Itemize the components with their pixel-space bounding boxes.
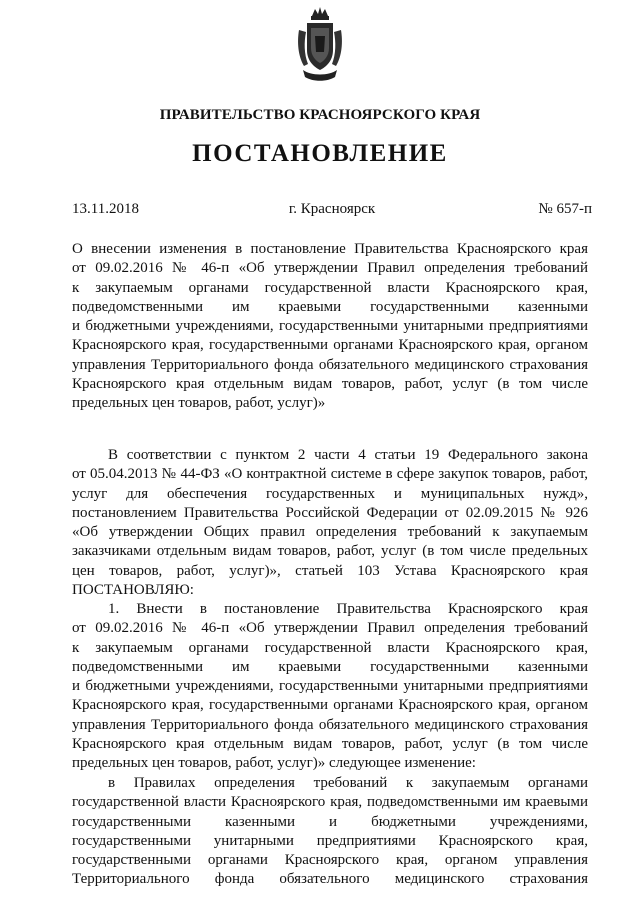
item-1-line: к закупаемым органами государственной власти Красноярского края, — [72, 639, 588, 656]
subject-line: Красноярского края, государственными органами Красноярского края, органом — [72, 337, 588, 354]
document-date: 13.11.2018 — [72, 201, 139, 217]
subject-line: управления Территориального фонда обязательного медицинского страхования — [72, 356, 588, 373]
subject-line: от 09.02.2016 № 46-п «Об утверждении Правил определения требований — [72, 260, 588, 277]
document-subject — [72, 240, 588, 414]
item-1-line: Красноярского края отдельным видам товаров, работ, услуг (в том числе — [72, 736, 588, 753]
preamble-line: цен товаров, работ, услуг)», статьей 103 Устава Красноярского края — [72, 562, 588, 579]
item-1-line: управления Территориального фонда обязательного медицинского страхования — [72, 716, 588, 733]
subject-line: к закупаемым органами государственной власти Красноярского края, — [72, 279, 588, 296]
item-1-line: 1. Внести в постановление Правительства Красноярского края — [108, 601, 588, 617]
item-1-line: и бюджетными учреждениями, государственными унитарными предприятиями — [72, 678, 588, 695]
item-1-line: Красноярского края, государственными органами Красноярского края, органом — [72, 697, 588, 714]
rules-line: Территориального фонда обязательного медицинского страхования — [72, 871, 588, 888]
preamble-line: услуг для обеспечения государственных и муниципальных нужд», — [72, 485, 588, 502]
preamble-line: В соответствии с пунктом 2 части 4 статьи 19 Федерального закона — [108, 447, 588, 463]
document-type-title: ПОСТАНОВЛЕНИЕ — [192, 140, 448, 167]
subject-line: О внесении изменения в постановление Правительства Красноярского края — [72, 241, 588, 257]
item-1-line: подведомственными им краевыми государственными казенными — [72, 658, 588, 675]
preamble-line: постановлением Правительства Российской Федерации от 02.09.2015 № 926 — [72, 504, 588, 521]
item-1-paragraph — [72, 600, 588, 774]
preamble-paragraph — [72, 446, 588, 600]
rules-line: государственными казенными и бюджетными учреждениями, — [72, 813, 588, 830]
document-meta-row — [72, 201, 592, 221]
subject-line: Красноярского края отдельным видам товаров, работ, услуг (в том числе — [72, 376, 588, 393]
document-city: г. Красноярск — [288, 201, 376, 217]
coat-of-arms-icon — [295, 6, 345, 84]
government-title: ПРАВИТЕЛЬСТВО КРАСНОЯРСКОГО КРАЯ — [159, 107, 481, 123]
subject-line: подведомственными им краевыми государственными казенными — [72, 298, 588, 315]
subject-line: и бюджетными учреждениями, государственными унитарными предприятиями — [72, 318, 588, 335]
preamble-line: заказчиками отдельным видам товаров, работ, услуг (в том числе предельных — [72, 543, 588, 560]
subject-line: предельных цен товаров, работ, услуг)» — [72, 395, 326, 412]
rules-line: государственными унитарными предприятиями Красноярского края, — [72, 832, 588, 849]
preamble-line: «Об утверждении Общих правил определения требований к закупаемым — [72, 524, 588, 541]
rules-line: в Правилах определения требований к закупаемым органами — [108, 775, 588, 791]
item-1-line: предельных цен товаров, работ, услуг)» следующее изменение: — [72, 755, 476, 772]
rules-paragraph — [72, 774, 588, 890]
item-1-line: от 09.02.2016 № 46-п «Об утверждении Правил определения требований — [72, 620, 588, 637]
document-number: № 657-п — [538, 201, 592, 217]
rules-line: государственными органами Красноярского края, органом управления — [72, 852, 588, 869]
resolve-heading: ПОСТАНОВЛЯЮ: — [72, 582, 194, 599]
preamble-line: от 05.04.2013 № 44-ФЗ «О контрактной системе в сфере закупок товаров, работ, — [72, 466, 588, 483]
rules-line: государственной власти Красноярского края, подведомственными им краевыми — [72, 794, 588, 811]
